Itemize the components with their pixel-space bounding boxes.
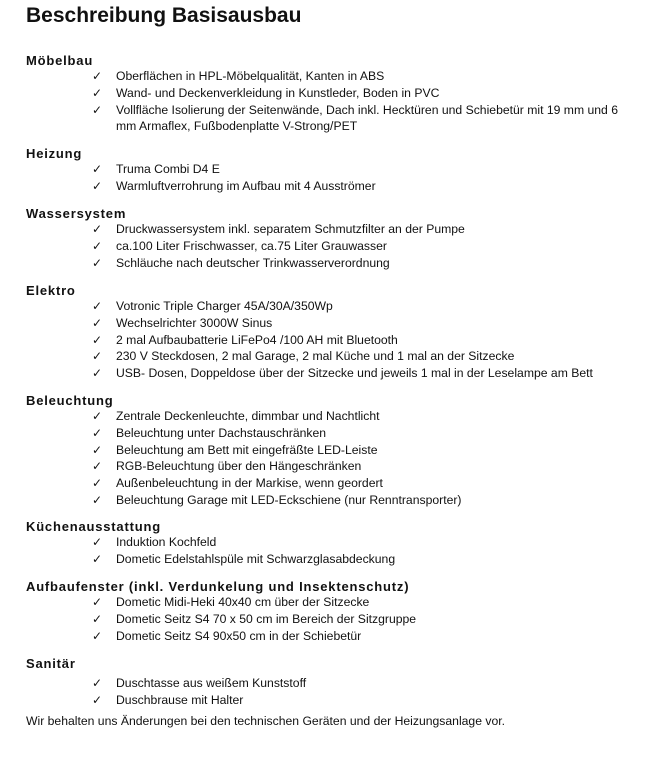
item-text: Votronic Triple Charger 45A/30A/350Wp bbox=[116, 299, 333, 313]
item-list bbox=[0, 221, 648, 271]
item-list bbox=[0, 161, 648, 195]
list-item bbox=[0, 492, 648, 509]
list-item bbox=[0, 315, 648, 332]
section-heading: Heizung bbox=[26, 146, 83, 161]
check-mark-icon: ✓ bbox=[92, 425, 103, 440]
check-mark-icon: ✓ bbox=[92, 692, 103, 707]
item-text: Wand- und Deckenverkleidung in Kunstleder, Boden in PVC bbox=[116, 85, 440, 100]
section-heading: Aufbaufenster (inkl. Verdunkelung und Insektenschutz) bbox=[26, 579, 410, 594]
section-elektro bbox=[0, 283, 648, 382]
section-heading: Sanitär bbox=[26, 656, 76, 671]
item-text: Dometic Midi-Heki 40x40 cm über der Sitzecke bbox=[116, 595, 370, 609]
check-mark-icon: ✓ bbox=[92, 611, 103, 626]
section-heading: Elektro bbox=[26, 283, 76, 298]
list-item bbox=[0, 178, 648, 195]
item-list bbox=[0, 675, 648, 709]
section-sanitaer bbox=[0, 656, 648, 709]
item-text: Duschbrause mit Halter bbox=[116, 692, 244, 707]
check-mark-icon: ✓ bbox=[92, 102, 103, 117]
document-title: Beschreibung Basisausbau bbox=[26, 4, 302, 27]
section-moebelbau bbox=[0, 53, 648, 135]
check-mark-icon: ✓ bbox=[92, 85, 103, 100]
item-text: Wechselrichter 3000W Sinus bbox=[116, 315, 273, 330]
section-beleuchtung bbox=[0, 393, 648, 509]
item-text: ca.100 Liter Frischwasser, ca.75 Liter Grauwasser bbox=[116, 238, 387, 253]
list-item bbox=[0, 408, 648, 425]
item-text: Induktion Kochfeld bbox=[116, 535, 217, 549]
section-aufbaufenster bbox=[0, 579, 648, 644]
section-kuechenausstattung bbox=[0, 519, 648, 568]
item-text: Druckwassersystem inkl. separatem Schmutzfilter an der Pumpe bbox=[116, 222, 465, 236]
item-text: 230 V Steckdosen, 2 mal Garage, 2 mal Küche und 1 mal an der Sitzecke bbox=[116, 349, 515, 364]
list-item bbox=[0, 365, 648, 382]
check-mark-icon: ✓ bbox=[92, 315, 103, 330]
section-wassersystem bbox=[0, 206, 648, 271]
list-item bbox=[0, 675, 648, 692]
list-item bbox=[0, 85, 648, 102]
check-mark-icon: ✓ bbox=[92, 162, 103, 176]
check-mark-icon: ✓ bbox=[92, 476, 103, 491]
check-mark-icon: ✓ bbox=[92, 299, 103, 313]
list-item bbox=[0, 692, 648, 709]
list-item bbox=[0, 442, 648, 459]
item-text: Außenbeleuchtung in der Markise, wenn geordert bbox=[116, 476, 383, 491]
closing-note: Wir behalten uns Änderungen bei den technischen Geräten und der Heizungsanlage vor. bbox=[26, 714, 506, 728]
item-text: Beleuchtung unter Dachstauschränken bbox=[116, 425, 327, 440]
item-text: Dometic Seitz S4 90x50 cm in der Schiebetür bbox=[116, 628, 362, 643]
list-item bbox=[0, 628, 648, 645]
check-mark-icon: ✓ bbox=[92, 255, 103, 270]
item-text: Dometic Seitz S4 70 x 50 cm im Bereich der Sitzgruppe bbox=[116, 611, 417, 626]
section-heading: Beleuchtung bbox=[26, 393, 114, 408]
list-item bbox=[0, 425, 648, 442]
list-item bbox=[0, 332, 648, 349]
item-text: Duschtasse aus weißem Kunststoff bbox=[116, 676, 307, 690]
list-item bbox=[0, 348, 648, 365]
item-text: Schläuche nach deutscher Trinkwasserverordnung bbox=[116, 255, 390, 270]
check-mark-icon: ✓ bbox=[92, 595, 103, 609]
check-mark-icon: ✓ bbox=[92, 459, 103, 474]
list-item bbox=[0, 68, 648, 85]
section-heading: Wassersystem bbox=[26, 206, 127, 221]
list-item bbox=[0, 458, 648, 475]
check-mark-icon: ✓ bbox=[92, 409, 103, 423]
section-heading: Küchenausstattung bbox=[26, 519, 161, 534]
check-mark-icon: ✓ bbox=[92, 442, 103, 457]
check-mark-icon: ✓ bbox=[92, 332, 103, 347]
check-mark-icon: ✓ bbox=[92, 492, 103, 507]
section-heading: Möbelbau bbox=[26, 53, 94, 68]
list-item bbox=[0, 611, 648, 628]
item-text: Oberflächen in HPL-Möbelqualität, Kanten in ABS bbox=[116, 69, 385, 83]
check-mark-icon: ✓ bbox=[92, 535, 103, 549]
check-mark-icon: ✓ bbox=[92, 238, 103, 253]
list-item bbox=[0, 238, 648, 255]
item-text: Beleuchtung Garage mit LED-Eckschiene (nur Renntransporter) bbox=[116, 492, 462, 507]
check-mark-icon: ✓ bbox=[92, 366, 103, 381]
item-list bbox=[0, 594, 648, 644]
check-mark-icon: ✓ bbox=[92, 178, 103, 193]
item-list bbox=[0, 68, 648, 135]
item-text: RGB-Beleuchtung über den Hängeschränken bbox=[116, 459, 362, 474]
item-text: Zentrale Deckenleuchte, dimmbar und Nachtlicht bbox=[116, 409, 380, 423]
list-item bbox=[0, 161, 648, 178]
list-item bbox=[0, 594, 648, 611]
item-text: USB- Dosen, Doppeldose über der Sitzecke und jeweils 1 mal in der Leselampe am Bett bbox=[116, 366, 593, 381]
item-list bbox=[0, 298, 648, 382]
item-text: 2 mal Aufbaubatterie LiFePo4 /100 AH mit Bluetooth bbox=[116, 332, 398, 347]
check-mark-icon: ✓ bbox=[92, 676, 103, 690]
item-text: Warmluftverrohrung im Aufbau mit 4 Ausströmer bbox=[116, 178, 376, 193]
list-item bbox=[0, 534, 648, 551]
check-mark-icon: ✓ bbox=[92, 628, 103, 643]
list-item bbox=[0, 102, 648, 136]
list-item bbox=[0, 255, 648, 272]
item-text: Truma Combi D4 E bbox=[116, 162, 220, 176]
item-list bbox=[0, 534, 648, 568]
item-text: Beleuchtung am Bett mit eingefräßte LED-Leiste bbox=[116, 442, 378, 457]
check-mark-icon: ✓ bbox=[92, 349, 103, 364]
item-text: Vollfläche Isolierung der Seitenwände, Dach inkl. Hecktüren und Schiebetür mit 19 mm und 6 mm Armaflex, Fußbodenplatte V-Strong/PET bbox=[116, 102, 618, 134]
check-mark-icon: ✓ bbox=[92, 551, 103, 566]
list-item bbox=[0, 475, 648, 492]
item-list bbox=[0, 408, 648, 509]
list-item bbox=[0, 551, 648, 568]
item-text: Dometic Edelstahlspüle mit Schwarzglasabdeckung bbox=[116, 551, 396, 566]
list-item bbox=[0, 298, 648, 315]
check-mark-icon: ✓ bbox=[92, 69, 103, 83]
check-mark-icon: ✓ bbox=[92, 222, 103, 236]
section-heizung bbox=[0, 146, 648, 195]
list-item bbox=[0, 221, 648, 238]
